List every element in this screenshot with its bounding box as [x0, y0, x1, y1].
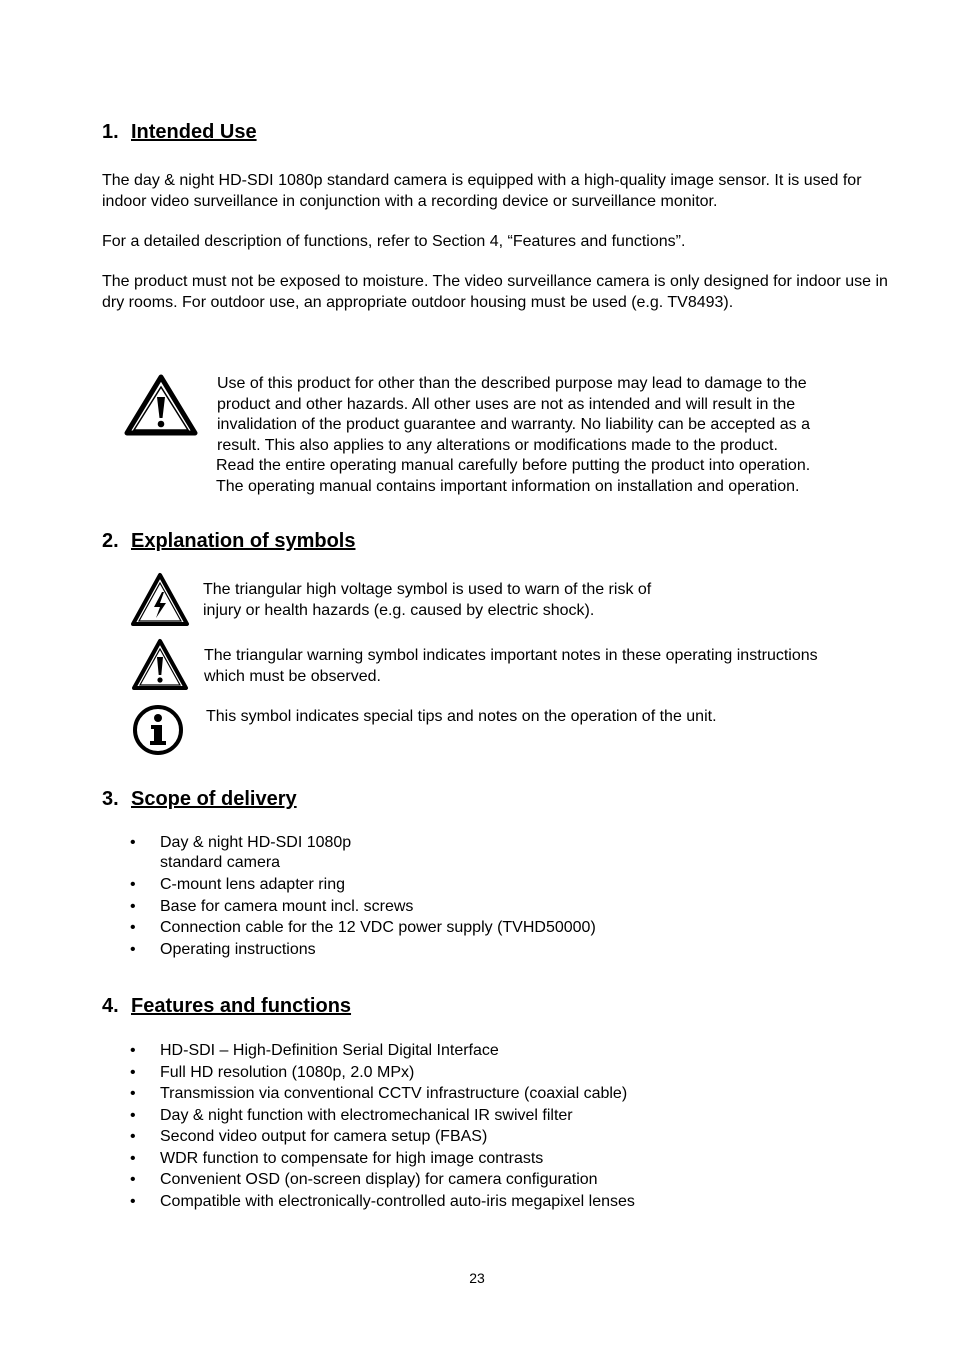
scope-of-delivery-list [102, 833, 882, 960]
section-number: 2. [102, 530, 119, 552]
paragraph: The product must not be exposed to moisture. The video surveillance camera is only designed for indoor use in dry rooms. For outdoor use, an appropriate outdoor housing must be used (e.g. TV8493). [102, 273, 888, 311]
symbol-description-warning: The triangular warning symbol indicates important notes in these operating instructions which must be observed. [204, 647, 818, 685]
warning-icon [131, 638, 189, 692]
section-title: Scope of delivery [131, 788, 297, 810]
list-item: • Compatible with electronically-controlled auto-iris megapixel lenses [102, 1191, 882, 1213]
list-item: • Connection cable for the 12 VDC power supply (TVHD50000) [102, 917, 882, 939]
section-number: 3. [102, 788, 119, 810]
list-item: • Day & night function with electromechanical IR swivel filter [102, 1105, 882, 1127]
section-heading-intended-use [102, 121, 257, 144]
list-item: • Convenient OSD (on-screen display) for camera configuration [102, 1169, 882, 1191]
list-item: • WDR function to compensate for high image contrasts [102, 1148, 882, 1170]
features-list [102, 1040, 882, 1212]
page-number: 23 [469, 1270, 485, 1286]
symbol-description-info: This symbol indicates special tips and notes on the operation of the unit. [206, 708, 717, 725]
warning-icon [124, 374, 198, 436]
paragraph: For a detailed description of functions, refer to Section 4, “Features and functions”. [102, 233, 686, 250]
info-icon [132, 704, 184, 756]
section-number: 1. [102, 121, 119, 143]
high-voltage-icon [130, 572, 190, 628]
warning-notice: Use of this product for other than the described purpose may lead to damage to the product and other hazards. All other uses are not as intended and will result in the invalidation of the product guarantee and warranty. No liability can be accepted as a result. This also applies to any alterations or modifications made to the product. Read the entire operating manual carefully before putting the product into operation. The operating manual contains important information on installation and operation. [216, 375, 811, 495]
symbol-description-high-voltage: The triangular high voltage symbol is used to warn of the risk of injury or health hazards (e.g. caused by electric shock). [203, 581, 652, 619]
section-title: Explanation of symbols [131, 530, 356, 552]
section-heading-explanation-of-symbols [102, 530, 355, 553]
list-item: • Base for camera mount incl. screws [102, 896, 882, 918]
list-item: • Day & night HD-SDI 1080p standard camera [102, 833, 882, 873]
list-item: • Second video output for camera setup (FBAS) [102, 1126, 882, 1148]
section-heading-scope-of-delivery [102, 788, 297, 811]
list-item: • Transmission via conventional CCTV infrastructure (coaxial cable) [102, 1083, 882, 1105]
list-item: • Full HD resolution (1080p, 2.0 MPx) [102, 1062, 882, 1084]
section-number: 4. [102, 995, 119, 1017]
section-title: Features and functions [131, 995, 352, 1017]
section-title: Intended Use [131, 121, 257, 143]
section-heading-features-and-functions [102, 995, 351, 1018]
list-item: • HD-SDI – High-Definition Serial Digital Interface [102, 1040, 882, 1062]
list-item: • Operating instructions [102, 939, 882, 961]
list-item: • C-mount lens adapter ring [102, 874, 882, 896]
paragraph: The day & night HD-SDI 1080p standard camera is equipped with a high-quality image sensor. It is used for indoor video surveillance in conjunction with a recording device or surveillance monitor. [102, 172, 862, 210]
